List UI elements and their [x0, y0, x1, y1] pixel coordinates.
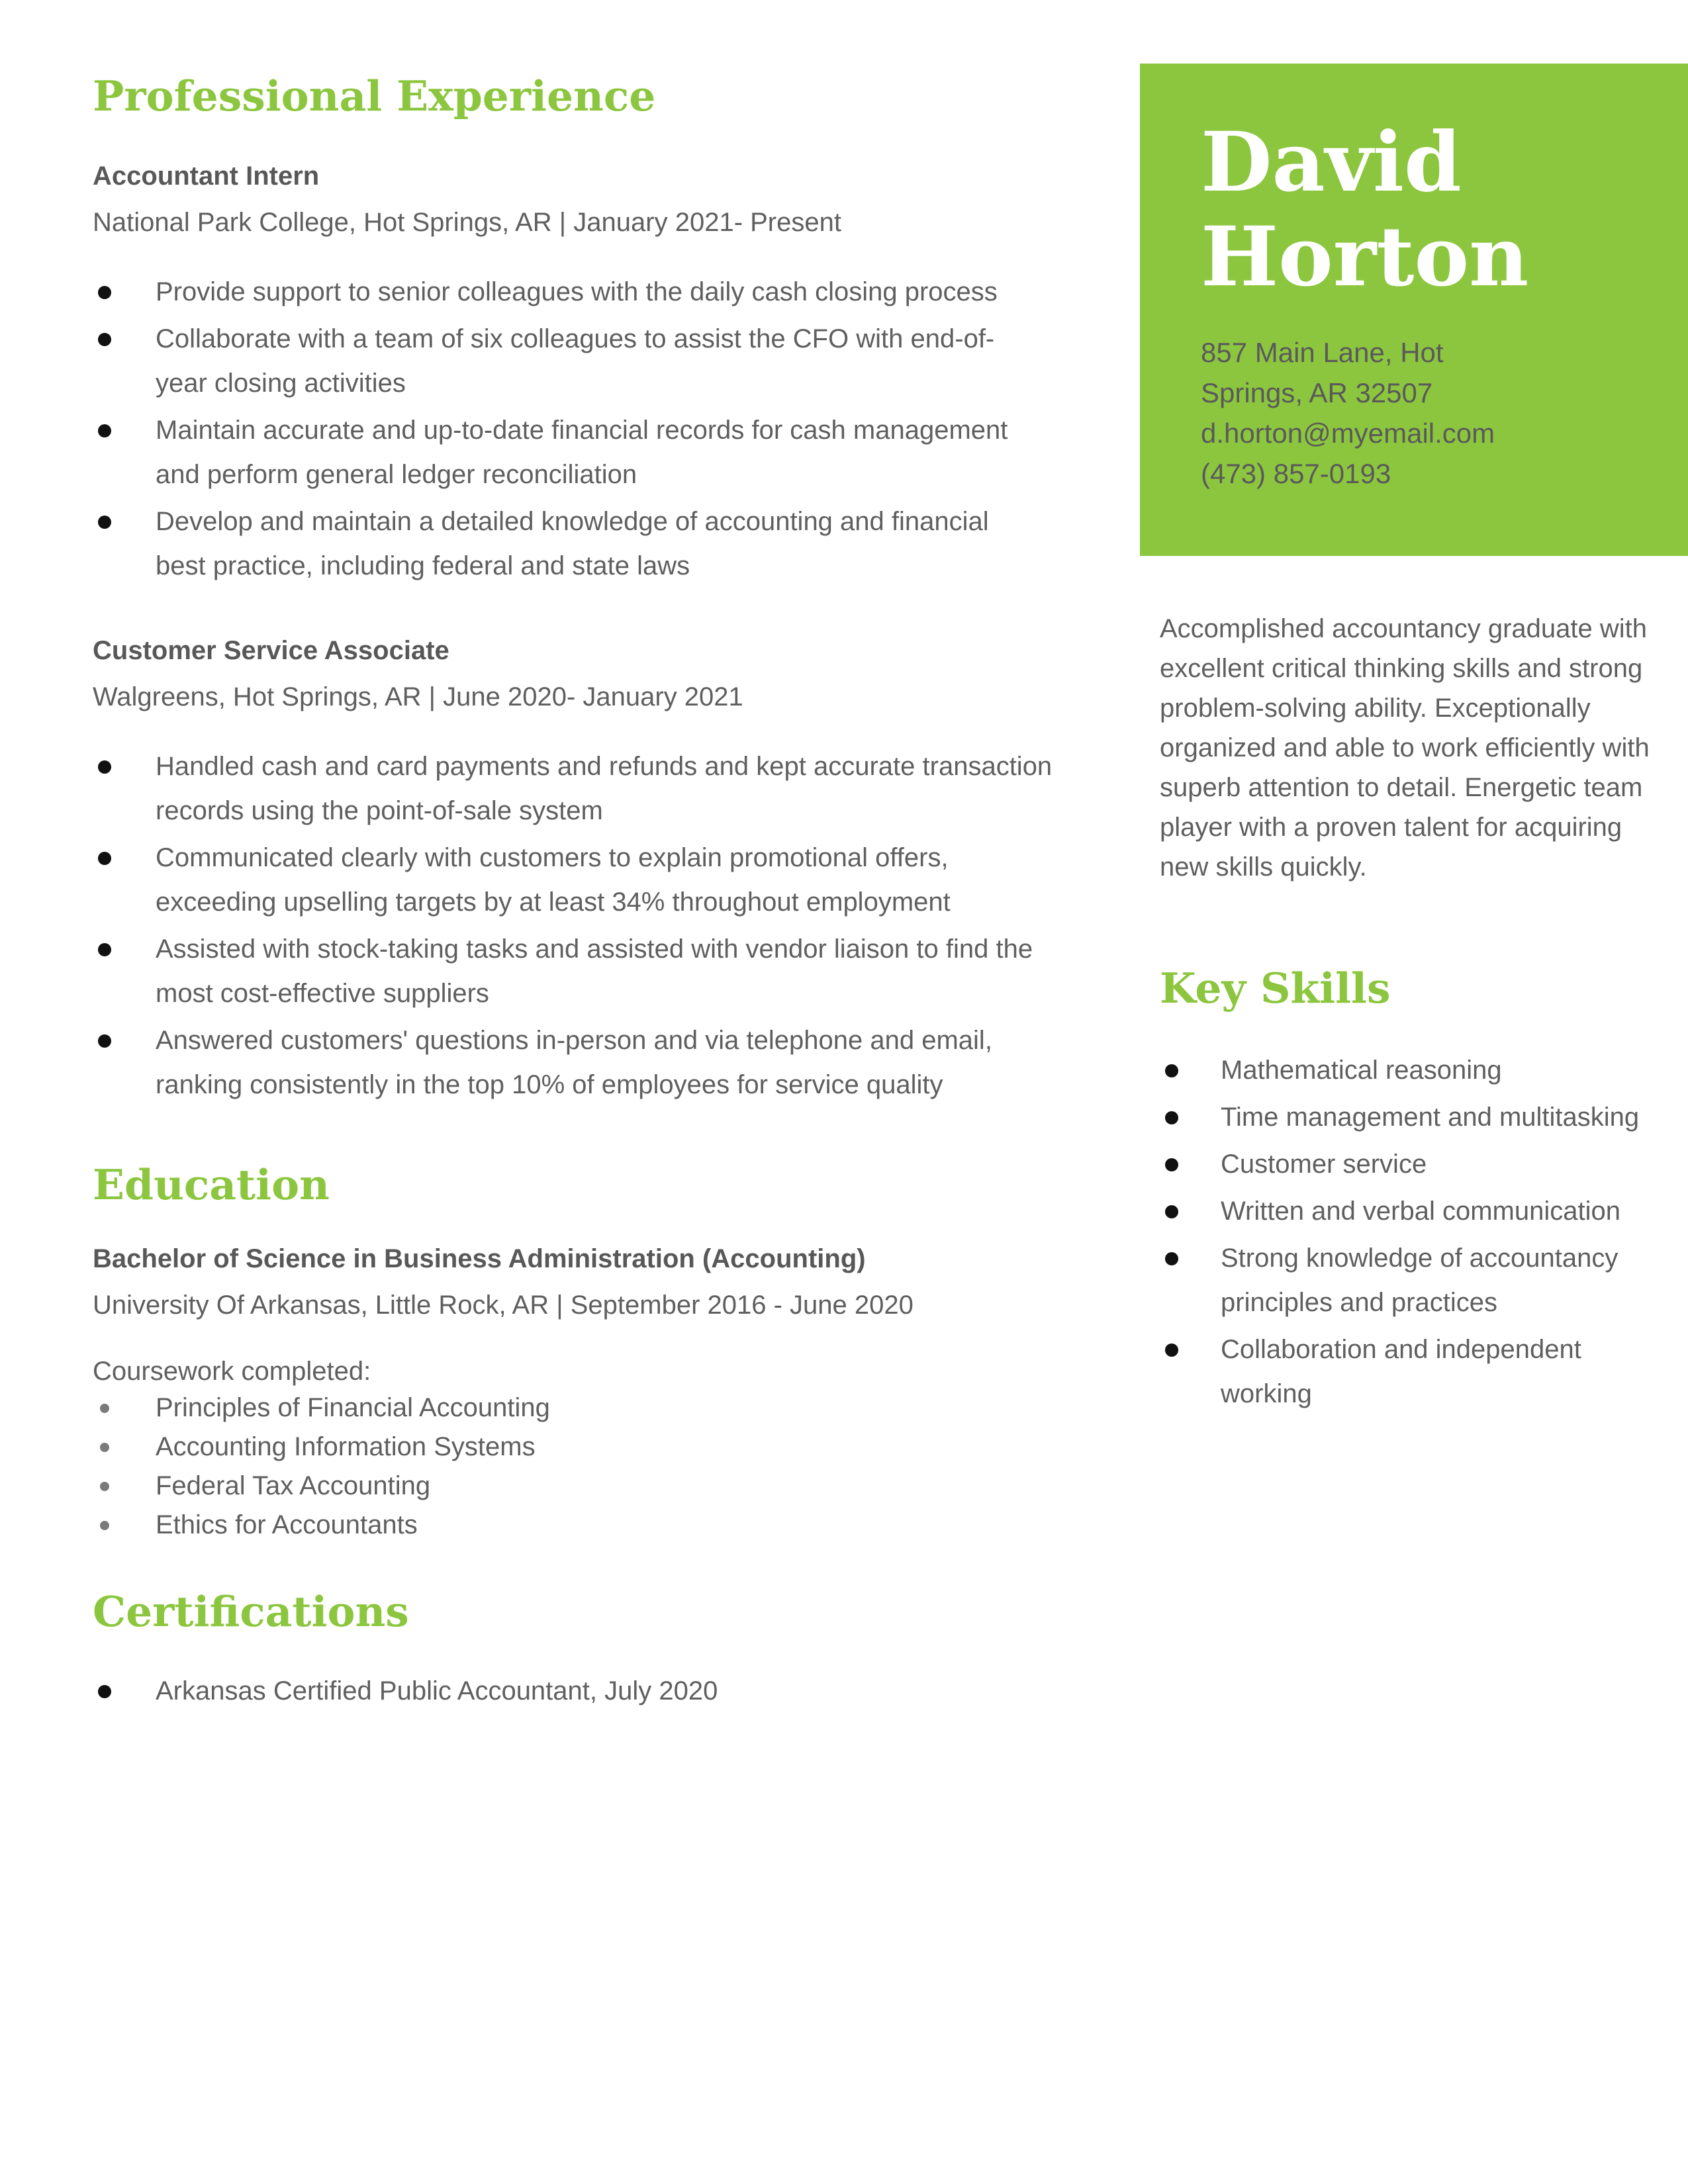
phone: (473) 857-0193	[1201, 458, 1391, 489]
bullet-icon	[98, 852, 111, 865]
job-title: Customer Service Associate	[93, 635, 449, 665]
bullet-icon	[100, 1521, 109, 1530]
bullet-icon	[98, 286, 111, 299]
list-item: Assisted with stock-taking tasks and assisted with vendor liaison to find the most cost-effective suppliers	[93, 927, 1059, 1016]
job-meta: Walgreens, Hot Springs, AR | June 2020- January 2021	[93, 682, 743, 711]
contact-info	[1201, 332, 1688, 494]
list-item: Collaborate with a team of six colleagues to assist the CFO with end-of-year closing activities	[93, 317, 1019, 406]
job-meta: National Park College, Hot Springs, AR | January 2021- Present	[93, 207, 841, 237]
skills-heading: Key Skills	[1160, 964, 1391, 1013]
job-title: Accountant Intern	[93, 161, 320, 191]
list-item: Written and verbal communication	[1160, 1189, 1668, 1234]
list-item: Ethics for Accountants	[93, 1506, 1059, 1545]
list-item: Maintain accurate and up-to-date financial records for cash management and perform general ledger reconciliation	[93, 408, 1019, 497]
job-entry	[93, 635, 1059, 1107]
bullet-icon	[98, 943, 111, 956]
list-item: Strong knowledge of accountancy principles and practices	[1160, 1236, 1668, 1325]
last-name: Horton	[1201, 209, 1529, 305]
job-bullets	[93, 745, 1059, 1107]
name-header	[1140, 64, 1688, 556]
bullet-icon	[98, 424, 111, 437]
certification-list	[93, 1669, 1059, 1713]
job-bullets	[93, 270, 1019, 588]
list-item: Principles of Financial Accounting	[93, 1388, 1059, 1428]
list-item: Develop and maintain a detailed knowledge of accounting and financial best practice, including federal and state laws	[93, 500, 1019, 588]
certifications-heading: Certifications	[93, 1587, 409, 1637]
email: d.horton@myemail.com	[1201, 418, 1495, 449]
experience-heading: Professional Experience	[93, 71, 656, 120]
bullet-icon	[98, 516, 111, 529]
bullet-icon	[1165, 1252, 1178, 1265]
first-name: David	[1201, 114, 1462, 210]
course-list	[93, 1388, 1059, 1545]
bullet-icon	[1165, 1111, 1178, 1124]
education-entry	[93, 1243, 1059, 1545]
list-item: Accounting Information Systems	[93, 1428, 1059, 1467]
bullet-icon	[98, 760, 111, 774]
list-item: Provide support to senior colleagues with the daily cash closing process	[93, 270, 1019, 314]
list-item: Mathematical reasoning	[1160, 1048, 1668, 1093]
address-line: Springs, AR 32507	[1201, 377, 1433, 408]
bullet-icon	[98, 333, 111, 346]
bullet-icon	[1165, 1343, 1178, 1357]
skills-list	[1160, 1048, 1668, 1416]
bullet-icon	[1165, 1205, 1178, 1218]
degree-title: Bachelor of Science in Business Administration (Accounting)	[93, 1244, 866, 1274]
list-item: Collaboration and independent working	[1160, 1328, 1668, 1416]
bullet-icon	[1165, 1158, 1178, 1171]
education-heading: Education	[93, 1160, 330, 1209]
bullet-icon	[100, 1482, 109, 1491]
list-item: Answered customers' questions in-person and via telephone and email, ranking consistently in the top 10% of employees for service quality	[93, 1019, 1059, 1107]
skills-section	[1160, 964, 1668, 1416]
address-line: 857 Main Lane, Hot	[1201, 337, 1444, 368]
coursework-label: Coursework completed:	[93, 1357, 371, 1387]
job-entry	[93, 160, 1059, 588]
list-item: Time management and multitasking	[1160, 1095, 1668, 1140]
list-item: Customer service	[1160, 1142, 1668, 1187]
bullet-icon	[1165, 1064, 1178, 1077]
main-column	[93, 71, 1059, 1716]
sidebar	[1140, 64, 1688, 1419]
bullet-icon	[100, 1443, 109, 1452]
list-item: Communicated clearly with customers to explain promotional offers, exceeding upselling targets by at least 34% throughout employment	[93, 836, 1059, 925]
list-item: Arkansas Certified Public Accountant, July 2020	[93, 1669, 1059, 1713]
bullet-icon	[100, 1404, 109, 1413]
list-item: Handled cash and card payments and refunds and kept accurate transaction records using the point-of-sale system	[93, 745, 1059, 833]
bullet-icon	[98, 1034, 111, 1048]
education-meta: University Of Arkansas, Little Rock, AR | September 2016 - June 2020	[93, 1291, 914, 1320]
list-item: Federal Tax Accounting	[93, 1467, 1059, 1506]
profile-summary: Accomplished accountancy graduate with excellent critical thinking skills and strong problem-solving ability. Exceptionally organized and able to work efficiently with superb attention to detail. Energetic team player with a proven talent for acquiring new skills quickly.	[1160, 614, 1650, 882]
bullet-icon	[98, 1685, 111, 1698]
